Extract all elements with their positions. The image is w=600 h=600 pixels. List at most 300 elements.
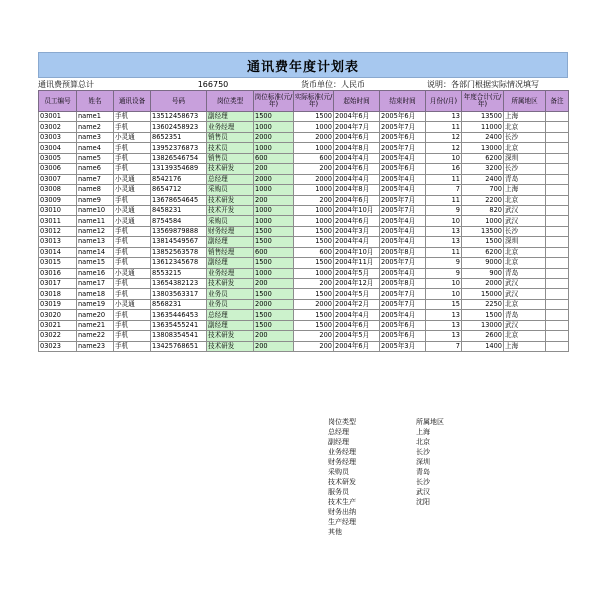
table-cell[interactable]: 13814549567 — [151, 237, 207, 247]
table-cell[interactable]: name15 — [77, 258, 114, 268]
table-cell[interactable]: 2004年2月 — [334, 299, 380, 309]
table-cell[interactable]: 1500 — [254, 320, 294, 330]
table-cell[interactable]: name9 — [77, 195, 114, 205]
table-cell[interactable]: 手机 — [114, 320, 151, 330]
table-cell[interactable]: 13 — [426, 112, 462, 122]
table-cell[interactable]: name5 — [77, 153, 114, 163]
table-cell[interactable]: 10 — [426, 289, 462, 299]
table-cell[interactable]: 13635455241 — [151, 320, 207, 330]
table-cell[interactable]: 手机 — [114, 247, 151, 257]
table-cell[interactable]: 2000 — [294, 174, 334, 184]
table-cell[interactable]: 13425768651 — [151, 341, 207, 351]
table-cell[interactable]: 长沙 — [504, 226, 546, 236]
table-cell[interactable]: 1000 — [294, 205, 334, 215]
table-cell[interactable] — [546, 174, 569, 184]
table-cell[interactable] — [546, 268, 569, 278]
table-cell[interactable]: 武汉 — [504, 320, 546, 330]
table-cell[interactable]: 2005年6月 — [380, 132, 426, 142]
table-cell[interactable]: 13 — [426, 237, 462, 247]
table-cell[interactable]: 1500 — [294, 226, 334, 236]
table-cell[interactable]: 1000 — [294, 268, 334, 278]
table-cell[interactable] — [546, 132, 569, 142]
table-cell[interactable]: name20 — [77, 310, 114, 320]
table-cell[interactable]: 副经理 — [207, 112, 254, 122]
table-cell[interactable]: 13569879888 — [151, 226, 207, 236]
table-cell[interactable]: 2004年5月 — [334, 331, 380, 341]
table-cell[interactable]: 13602458923 — [151, 122, 207, 132]
table-cell[interactable]: 13139354689 — [151, 164, 207, 174]
table-cell[interactable]: 小灵通 — [114, 299, 151, 309]
table-cell[interactable] — [546, 153, 569, 163]
table-cell[interactable]: 2005年4月 — [380, 237, 426, 247]
table-cell[interactable] — [546, 205, 569, 215]
table-cell[interactable]: 2004年11月 — [334, 258, 380, 268]
table-cell[interactable]: 3200 — [462, 164, 504, 174]
table-cell[interactable]: 03006 — [39, 164, 77, 174]
table-cell[interactable]: 技术研发 — [207, 195, 254, 205]
table-cell[interactable] — [546, 122, 569, 132]
table-cell[interactable]: 技术研发 — [207, 164, 254, 174]
table-cell[interactable]: 销售员 — [207, 132, 254, 142]
table-cell[interactable]: 2000 — [462, 279, 504, 289]
table-cell[interactable]: 上海 — [504, 112, 546, 122]
table-cell[interactable]: 2005年6月 — [380, 320, 426, 330]
table-cell[interactable] — [546, 289, 569, 299]
table-cell[interactable]: 03005 — [39, 153, 77, 163]
table-cell[interactable]: 北京 — [504, 122, 546, 132]
table-cell[interactable]: 技术员 — [207, 143, 254, 153]
table-cell[interactable]: 13635446453 — [151, 310, 207, 320]
table-cell[interactable]: 03022 — [39, 331, 77, 341]
table-cell[interactable]: 深圳 — [504, 153, 546, 163]
table-cell[interactable] — [546, 279, 569, 289]
table-cell[interactable]: 2005年4月 — [380, 174, 426, 184]
table-cell[interactable]: 2400 — [462, 174, 504, 184]
table-cell[interactable]: 1500 — [294, 237, 334, 247]
table-cell[interactable]: name4 — [77, 143, 114, 153]
table-cell[interactable]: 2005年6月 — [380, 112, 426, 122]
table-cell[interactable]: 200 — [254, 341, 294, 351]
table-cell[interactable]: 1000 — [254, 268, 294, 278]
table-cell[interactable]: 03007 — [39, 174, 77, 184]
table-cell[interactable]: 1500 — [294, 289, 334, 299]
table-cell[interactable]: 03023 — [39, 341, 77, 351]
table-cell[interactable]: 900 — [462, 268, 504, 278]
table-cell[interactable]: 11 — [426, 122, 462, 132]
table-cell[interactable]: 200 — [294, 164, 334, 174]
table-cell[interactable]: 业务员 — [207, 289, 254, 299]
table-cell[interactable]: 2004年6月 — [334, 112, 380, 122]
table-cell[interactable]: 10 — [426, 153, 462, 163]
table-cell[interactable]: 手机 — [114, 331, 151, 341]
table-cell[interactable] — [546, 195, 569, 205]
table-cell[interactable]: 技术研发 — [207, 331, 254, 341]
table-cell[interactable]: 销售经理 — [207, 247, 254, 257]
table-cell[interactable]: 03015 — [39, 258, 77, 268]
table-cell[interactable]: 2004年8月 — [334, 185, 380, 195]
table-cell[interactable]: 2004年7月 — [334, 122, 380, 132]
table-cell[interactable]: 13826546754 — [151, 153, 207, 163]
table-cell[interactable]: 13612345678 — [151, 258, 207, 268]
table-cell[interactable]: 副经理 — [207, 258, 254, 268]
table-cell[interactable]: 13 — [426, 226, 462, 236]
table-cell[interactable]: 9 — [426, 268, 462, 278]
table-cell[interactable]: 8568231 — [151, 299, 207, 309]
table-cell[interactable]: 13 — [426, 310, 462, 320]
table-cell[interactable]: 手机 — [114, 341, 151, 351]
table-cell[interactable]: 200 — [254, 164, 294, 174]
table-cell[interactable]: 北京 — [504, 143, 546, 153]
table-cell[interactable]: name13 — [77, 237, 114, 247]
table-cell[interactable]: 手机 — [114, 258, 151, 268]
table-cell[interactable]: 2005年7月 — [380, 143, 426, 153]
table-cell[interactable]: 副经理 — [207, 237, 254, 247]
table-cell[interactable]: 手机 — [114, 289, 151, 299]
table-cell[interactable]: 北京 — [504, 258, 546, 268]
table-cell[interactable]: 2004年3月 — [334, 226, 380, 236]
table-cell[interactable]: 13000 — [462, 143, 504, 153]
table-cell[interactable]: 600 — [254, 247, 294, 257]
table-cell[interactable]: 2200 — [462, 195, 504, 205]
table-cell[interactable]: 03003 — [39, 132, 77, 142]
table-cell[interactable] — [546, 216, 569, 226]
table-cell[interactable]: 2005年7月 — [380, 122, 426, 132]
table-cell[interactable]: 13500 — [462, 112, 504, 122]
table-cell[interactable]: name17 — [77, 279, 114, 289]
table-cell[interactable]: 9 — [426, 258, 462, 268]
table-cell[interactable]: 手机 — [114, 310, 151, 320]
table-cell[interactable]: 03001 — [39, 112, 77, 122]
table-cell[interactable]: 03020 — [39, 310, 77, 320]
table-cell[interactable]: 2250 — [462, 299, 504, 309]
table-cell[interactable] — [546, 237, 569, 247]
table-cell[interactable]: 11 — [426, 247, 462, 257]
table-cell[interactable]: 1500 — [294, 112, 334, 122]
table-cell[interactable]: 1000 — [254, 216, 294, 226]
table-cell[interactable]: 2005年7月 — [380, 289, 426, 299]
table-cell[interactable]: 8754584 — [151, 216, 207, 226]
table-cell[interactable] — [546, 185, 569, 195]
table-cell[interactable]: 03002 — [39, 122, 77, 132]
table-cell[interactable]: name22 — [77, 331, 114, 341]
table-cell[interactable]: 2005年7月 — [380, 258, 426, 268]
table-cell[interactable]: 副经理 — [207, 320, 254, 330]
table-cell[interactable]: 7 — [426, 185, 462, 195]
table-cell[interactable]: 采购员 — [207, 216, 254, 226]
table-cell[interactable]: 820 — [462, 205, 504, 215]
table-cell[interactable]: 03017 — [39, 279, 77, 289]
table-cell[interactable]: name14 — [77, 247, 114, 257]
table-cell[interactable]: 03014 — [39, 247, 77, 257]
table-cell[interactable]: 长沙 — [504, 132, 546, 142]
table-cell[interactable]: 北京 — [504, 331, 546, 341]
table-cell[interactable] — [546, 226, 569, 236]
table-cell[interactable]: 2005年4月 — [380, 310, 426, 320]
table-cell[interactable]: 2005年4月 — [380, 153, 426, 163]
table-cell[interactable]: 2004年4月 — [334, 153, 380, 163]
table-cell[interactable]: 6200 — [462, 153, 504, 163]
table-cell[interactable]: 小灵通 — [114, 185, 151, 195]
table-cell[interactable]: 2004年5月 — [334, 289, 380, 299]
table-cell[interactable]: name23 — [77, 341, 114, 351]
table-cell[interactable]: 小灵通 — [114, 205, 151, 215]
table-cell[interactable]: 600 — [294, 247, 334, 257]
table-cell[interactable]: name19 — [77, 299, 114, 309]
table-cell[interactable]: 13808354541 — [151, 331, 207, 341]
table-cell[interactable]: 手机 — [114, 164, 151, 174]
table-cell[interactable]: 1000 — [294, 185, 334, 195]
table-cell[interactable]: 北京 — [504, 247, 546, 257]
table-cell[interactable] — [546, 331, 569, 341]
table-cell[interactable]: 手机 — [114, 112, 151, 122]
table-cell[interactable]: 600 — [254, 153, 294, 163]
table-cell[interactable]: 03012 — [39, 226, 77, 236]
table-cell[interactable]: 2004年4月 — [334, 310, 380, 320]
table-cell[interactable]: 北京 — [504, 299, 546, 309]
table-cell[interactable] — [546, 310, 569, 320]
table-cell[interactable]: 13 — [426, 320, 462, 330]
table-cell[interactable]: 2005年6月 — [380, 331, 426, 341]
table-cell[interactable]: 16 — [426, 164, 462, 174]
table-cell[interactable]: 小灵通 — [114, 216, 151, 226]
table-cell[interactable]: 2005年4月 — [380, 268, 426, 278]
table-cell[interactable]: 1500 — [254, 310, 294, 320]
table-cell[interactable]: 青岛 — [504, 268, 546, 278]
table-cell[interactable]: name3 — [77, 132, 114, 142]
table-cell[interactable]: 200 — [294, 341, 334, 351]
table-cell[interactable]: 1500 — [462, 237, 504, 247]
table-cell[interactable]: 200 — [254, 279, 294, 289]
table-cell[interactable]: 2005年7月 — [380, 195, 426, 205]
table-cell[interactable]: 2004年4月 — [334, 174, 380, 184]
table-cell[interactable]: 手机 — [114, 153, 151, 163]
table-cell[interactable]: 03018 — [39, 289, 77, 299]
table-cell[interactable]: 1500 — [294, 320, 334, 330]
table-cell[interactable]: 9000 — [462, 258, 504, 268]
table-cell[interactable]: 手机 — [114, 237, 151, 247]
table-cell[interactable]: 13678654645 — [151, 195, 207, 205]
table-cell[interactable]: 11 — [426, 195, 462, 205]
table-cell[interactable]: 2400 — [462, 132, 504, 142]
table-cell[interactable]: 技术开发 — [207, 205, 254, 215]
table-cell[interactable]: 手机 — [114, 226, 151, 236]
table-cell[interactable]: 1000 — [254, 185, 294, 195]
table-cell[interactable]: 2004年6月 — [334, 216, 380, 226]
table-cell[interactable]: 武汉 — [504, 289, 546, 299]
table-cell[interactable]: 业务经理 — [207, 268, 254, 278]
table-cell[interactable]: 2000 — [294, 299, 334, 309]
table-cell[interactable]: 2004年12月 — [334, 279, 380, 289]
table-cell[interactable]: 1500 — [254, 289, 294, 299]
table-cell[interactable]: 业务员 — [207, 299, 254, 309]
table-cell[interactable] — [546, 143, 569, 153]
table-cell[interactable]: 2600 — [462, 331, 504, 341]
table-cell[interactable]: 03021 — [39, 320, 77, 330]
table-cell[interactable]: 700 — [462, 185, 504, 195]
table-cell[interactable]: name10 — [77, 205, 114, 215]
table-cell[interactable]: 12 — [426, 132, 462, 142]
table-cell[interactable]: 2004年10月 — [334, 205, 380, 215]
table-cell[interactable]: 11 — [426, 174, 462, 184]
table-cell[interactable]: name8 — [77, 185, 114, 195]
table-cell[interactable]: 2005年8月 — [380, 279, 426, 289]
table-cell[interactable] — [546, 320, 569, 330]
table-cell[interactable]: 2004年10月 — [334, 247, 380, 257]
table-cell[interactable]: 2000 — [294, 132, 334, 142]
table-cell[interactable]: 技术研发 — [207, 279, 254, 289]
table-cell[interactable] — [546, 247, 569, 257]
table-cell[interactable]: 13852563578 — [151, 247, 207, 257]
table-cell[interactable]: name21 — [77, 320, 114, 330]
table-cell[interactable]: 03019 — [39, 299, 77, 309]
table-cell[interactable]: 1000 — [462, 216, 504, 226]
table-cell[interactable]: 13512458673 — [151, 112, 207, 122]
table-cell[interactable]: 8458231 — [151, 205, 207, 215]
table-cell[interactable]: 03016 — [39, 268, 77, 278]
table-cell[interactable]: 手机 — [114, 195, 151, 205]
table-cell[interactable]: 销售员 — [207, 153, 254, 163]
table-cell[interactable]: 武汉 — [504, 279, 546, 289]
table-cell[interactable]: 2005年8月 — [380, 247, 426, 257]
table-cell[interactable]: 2005年6月 — [380, 164, 426, 174]
table-cell[interactable]: name11 — [77, 216, 114, 226]
table-cell[interactable]: name16 — [77, 268, 114, 278]
table-cell[interactable]: 北京 — [504, 195, 546, 205]
currency-unit: 货币单位：人民币 — [301, 79, 365, 89]
table-cell[interactable]: 1500 — [254, 237, 294, 247]
table-cell[interactable]: 03013 — [39, 237, 77, 247]
table-cell[interactable]: 15 — [426, 299, 462, 309]
table-cell[interactable]: 小灵通 — [114, 268, 151, 278]
table-cell[interactable]: 2005年3月 — [380, 341, 426, 351]
table-cell[interactable] — [546, 341, 569, 351]
table-cell[interactable]: 15000 — [462, 289, 504, 299]
table-cell[interactable]: 13952376873 — [151, 143, 207, 153]
table-cell[interactable]: 12 — [426, 143, 462, 153]
table-cell[interactable]: 武汉 — [504, 216, 546, 226]
table-cell[interactable]: 财务经理 — [207, 226, 254, 236]
table-cell[interactable]: 200 — [254, 331, 294, 341]
table-cell[interactable]: 1500 — [294, 310, 334, 320]
table-cell[interactable]: name6 — [77, 164, 114, 174]
table-cell[interactable]: 03010 — [39, 205, 77, 215]
table-cell[interactable]: 1000 — [254, 143, 294, 153]
table-cell[interactable] — [546, 299, 569, 309]
table-cell[interactable]: 13654382123 — [151, 279, 207, 289]
table-cell[interactable]: 13500 — [462, 226, 504, 236]
table-cell[interactable]: 1000 — [294, 122, 334, 132]
table-cell[interactable]: 上海 — [504, 185, 546, 195]
table-cell[interactable] — [546, 164, 569, 174]
table-cell[interactable]: 1500 — [254, 258, 294, 268]
table-cell[interactable]: 200 — [294, 279, 334, 289]
table-cell[interactable]: 600 — [294, 153, 334, 163]
table-cell[interactable]: 1500 — [254, 226, 294, 236]
table-cell[interactable]: name7 — [77, 174, 114, 184]
table-cell[interactable]: 10 — [426, 216, 462, 226]
table-cell[interactable]: 2004年6月 — [334, 195, 380, 205]
table-cell[interactable]: name18 — [77, 289, 114, 299]
table-cell[interactable]: 1000 — [254, 205, 294, 215]
table-cell[interactable]: name12 — [77, 226, 114, 236]
table-cell[interactable]: 小灵通 — [114, 132, 151, 142]
table-cell[interactable]: 2005年4月 — [380, 226, 426, 236]
table-cell[interactable]: 200 — [254, 195, 294, 205]
table-cell[interactable]: 8654712 — [151, 185, 207, 195]
table-cell[interactable]: 1500 — [254, 112, 294, 122]
table-cell[interactable]: 2000 — [254, 299, 294, 309]
table-cell[interactable]: 13 — [426, 331, 462, 341]
table-cell[interactable]: 手机 — [114, 143, 151, 153]
table-cell[interactable]: 2004年5月 — [334, 268, 380, 278]
table-cell[interactable]: name1 — [77, 112, 114, 122]
table-cell[interactable]: 03008 — [39, 185, 77, 195]
table-cell[interactable]: 青岛 — [504, 174, 546, 184]
table-cell[interactable]: 采购员 — [207, 185, 254, 195]
table-cell[interactable]: 2005年4月 — [380, 216, 426, 226]
table-cell[interactable]: 7 — [426, 341, 462, 351]
table-cell[interactable]: 10 — [426, 279, 462, 289]
table-cell[interactable]: 1000 — [254, 122, 294, 132]
table-cell[interactable]: 6200 — [462, 247, 504, 257]
table-cell[interactable]: 8542176 — [151, 174, 207, 184]
table-cell[interactable]: 1500 — [294, 258, 334, 268]
table-cell[interactable]: 03004 — [39, 143, 77, 153]
table-cell[interactable]: 11000 — [462, 122, 504, 132]
table-cell[interactable]: 8652351 — [151, 132, 207, 142]
table-cell[interactable]: 13000 — [462, 320, 504, 330]
table-cell[interactable]: 青岛 — [504, 310, 546, 320]
table-cell[interactable]: 深圳 — [504, 237, 546, 247]
table-cell[interactable]: 2004年6月 — [334, 341, 380, 351]
table-cell[interactable]: 2004年6月 — [334, 164, 380, 174]
table-cell[interactable]: 03011 — [39, 216, 77, 226]
table-cell[interactable]: 9 — [426, 205, 462, 215]
table-cell[interactable]: 1000 — [294, 216, 334, 226]
table-cell[interactable]: 总经理 — [207, 310, 254, 320]
table-cell[interactable]: 2004年8月 — [334, 143, 380, 153]
table-cell[interactable]: 8553215 — [151, 268, 207, 278]
table-cell[interactable]: 2000 — [254, 132, 294, 142]
table-cell[interactable]: 03009 — [39, 195, 77, 205]
table-cell[interactable]: 1000 — [294, 143, 334, 153]
table-cell[interactable]: 13803563317 — [151, 289, 207, 299]
table-cell[interactable]: 2000 — [254, 174, 294, 184]
table-cell[interactable]: 长沙 — [504, 164, 546, 174]
table-cell[interactable]: 2004年6月 — [334, 132, 380, 142]
table-cell[interactable]: 2004年4月 — [334, 237, 380, 247]
table-cell[interactable]: 1400 — [462, 341, 504, 351]
table-cell[interactable]: name2 — [77, 122, 114, 132]
table-cell[interactable]: 总经理 — [207, 174, 254, 184]
table-cell[interactable]: 200 — [294, 195, 334, 205]
table-cell[interactable]: 200 — [294, 331, 334, 341]
table-cell[interactable]: 2005年7月 — [380, 299, 426, 309]
table-cell[interactable]: 业务经理 — [207, 122, 254, 132]
table-cell[interactable]: 武汉 — [504, 205, 546, 215]
table-cell[interactable]: 小灵通 — [114, 174, 151, 184]
table-cell[interactable]: 上海 — [504, 341, 546, 351]
table-cell[interactable]: 2005年4月 — [380, 185, 426, 195]
table-cell[interactable]: 1500 — [462, 310, 504, 320]
table-cell[interactable]: 技术研发 — [207, 341, 254, 351]
table-cell[interactable]: 2005年7月 — [380, 205, 426, 215]
table-cell[interactable]: 2004年6月 — [334, 320, 380, 330]
table-cell[interactable] — [546, 112, 569, 122]
table-cell[interactable]: 手机 — [114, 122, 151, 132]
table-cell[interactable] — [546, 258, 569, 268]
table-cell[interactable]: 手机 — [114, 279, 151, 289]
